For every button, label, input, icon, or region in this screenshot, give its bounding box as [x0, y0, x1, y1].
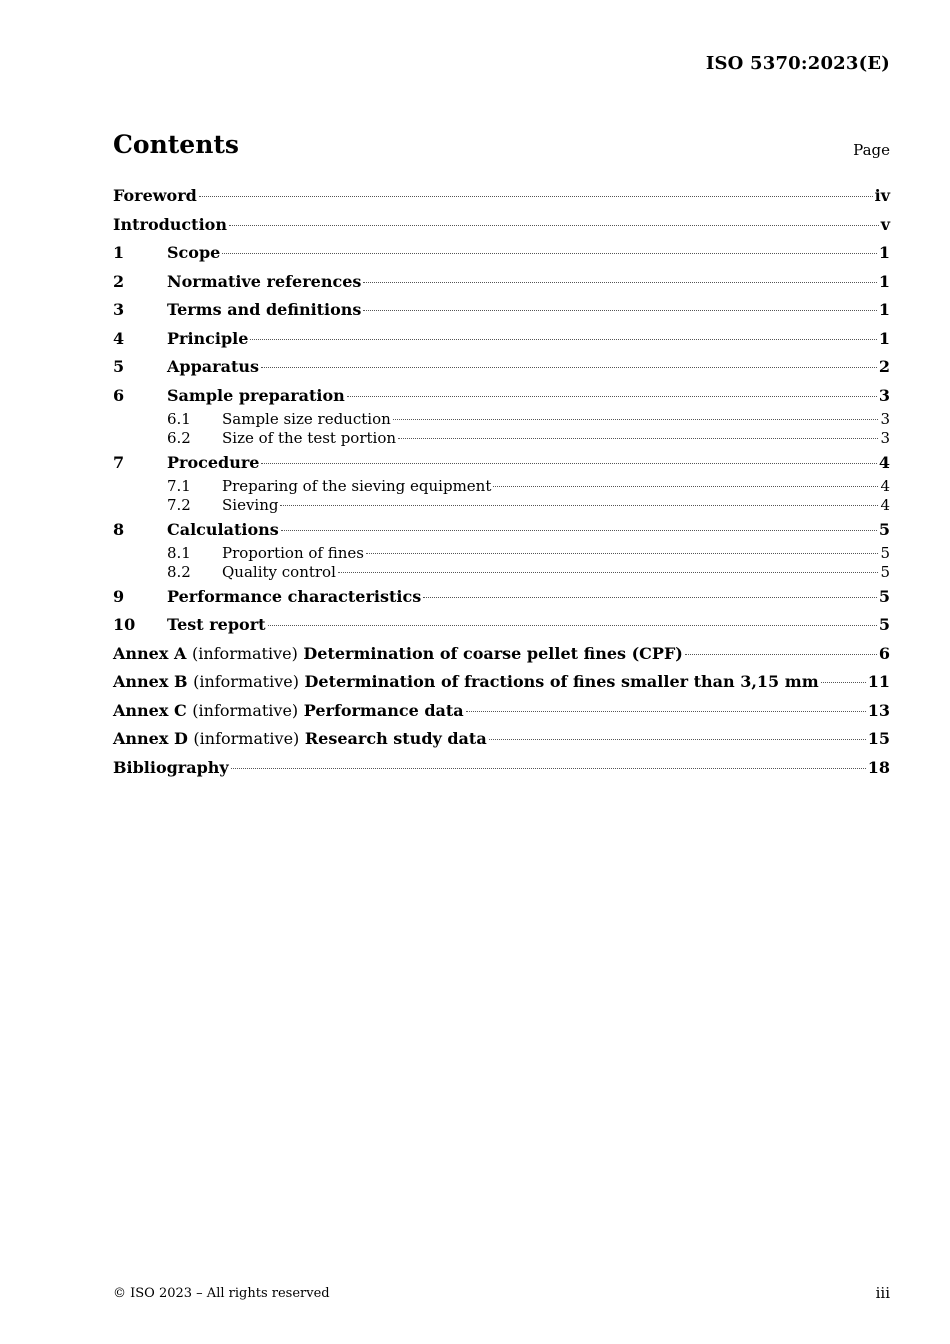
toc-entry-page: 15 [867, 729, 890, 749]
dot-leader [363, 282, 876, 283]
dot-leader [366, 553, 878, 554]
toc-entry-number: 10 [113, 615, 136, 635]
toc-entry[interactable] [113, 382, 890, 411]
dot-leader [493, 486, 878, 487]
copyright-notice: © ISO 2023 – All rights reserved [113, 1286, 330, 1301]
toc-entry[interactable] [113, 544, 890, 563]
toc-entry-page: 1 [878, 300, 890, 319]
annex-informative-note: (informative) [193, 729, 300, 749]
toc-entry-number: 7 [113, 452, 125, 472]
toc-entry[interactable] [113, 353, 890, 382]
toc-entry-title: Quality control [222, 563, 336, 582]
toc-entry-page: 6 [878, 643, 890, 663]
toc-entry-page: 5 [878, 586, 890, 606]
toc-entry-page: 1 [878, 243, 890, 262]
toc-entry-number: 6.1 [167, 410, 191, 428]
toc-entry-page: 4 [880, 496, 890, 515]
toc-entry-page: 1 [878, 271, 890, 291]
annex-label: Annex B [113, 672, 188, 692]
toc-entry-title: Performance data [303, 700, 464, 720]
toc-entry-number: 6 [113, 385, 125, 405]
toc-entry-title: Foreword [113, 186, 197, 205]
dot-leader [489, 739, 866, 740]
toc-entry[interactable] [113, 239, 890, 268]
toc-entry[interactable] [113, 268, 890, 297]
toc-entry-page: 13 [867, 700, 890, 720]
toc-entry-page: 4 [880, 477, 890, 496]
toc-entry-number: 3 [113, 300, 125, 319]
dot-leader [466, 711, 866, 712]
annex-informative-note: (informative) [193, 672, 299, 692]
page-number: iii [875, 1284, 890, 1302]
toc-entry-title: Principle [167, 328, 249, 348]
dot-leader [338, 572, 879, 573]
toc-entry[interactable] [113, 496, 890, 515]
toc-entry-page: 5 [880, 544, 890, 563]
toc-entry-title: Determination of coarse pellet fines (CPF) [303, 643, 683, 663]
dot-leader [423, 597, 877, 598]
toc-entry-title: Determination of fractions of fines smaller than 3,15 mm [304, 672, 819, 692]
toc-entry-number: 7.1 [167, 477, 191, 496]
toc-entry-page: 3 [878, 385, 890, 405]
toc-entry-page: 5 [878, 615, 890, 635]
dot-leader [685, 654, 877, 655]
toc-entry[interactable] [113, 563, 890, 582]
dot-leader [393, 419, 879, 420]
toc-entry-number: 8 [113, 519, 125, 539]
toc-entry-title: Test report [167, 615, 266, 635]
toc-entry-number: 4 [113, 328, 125, 348]
toc-entry[interactable] [113, 182, 890, 211]
toc-entry[interactable] [113, 477, 890, 496]
toc-entry-title: Calculations [167, 519, 279, 539]
toc-entry-page: 5 [880, 563, 890, 582]
dot-leader [229, 225, 879, 226]
toc-entry[interactable] [113, 449, 890, 478]
document-id: ISO 5370:2023(E) [705, 53, 890, 74]
dot-leader [231, 768, 866, 769]
dot-leader [363, 310, 876, 311]
toc-entry-number: 8.1 [167, 544, 191, 563]
dot-leader [268, 625, 877, 626]
dot-leader [199, 196, 873, 197]
toc-entry-title: Procedure [167, 452, 260, 472]
toc-entry[interactable] [113, 725, 890, 754]
toc-entry-title: Sieving [222, 496, 279, 515]
dot-leader [222, 253, 877, 254]
toc-entry-page: v [880, 214, 890, 234]
dot-leader [398, 438, 878, 439]
toc-entry[interactable] [113, 516, 890, 545]
dot-leader [281, 530, 877, 531]
annex-label: Annex D [113, 729, 188, 749]
page-column-label: Page [853, 141, 890, 159]
dot-leader [347, 396, 877, 397]
toc-entry-number: 6.2 [167, 429, 191, 448]
dot-leader [280, 505, 878, 506]
toc-entry-page: 5 [878, 519, 890, 539]
toc-entry-title: Sample size reduction [222, 410, 391, 428]
toc-entry-title: Scope [167, 243, 221, 262]
toc-entry-number: 8.2 [167, 563, 191, 582]
toc-entry-page: 11 [867, 672, 890, 692]
toc-entry-title: Performance characteristics [167, 586, 422, 606]
toc-entry[interactable] [113, 410, 890, 429]
toc-entry-title: Apparatus [167, 357, 259, 376]
toc-entry[interactable] [113, 211, 890, 240]
toc-entry-number: 9 [113, 586, 125, 606]
dot-leader [250, 339, 876, 340]
toc-entry-page: 18 [867, 757, 890, 777]
toc-entry-title: Bibliography [113, 757, 229, 777]
toc-entry[interactable] [113, 754, 890, 783]
toc-entry-page: 4 [878, 452, 890, 472]
annex-label: Annex A [113, 643, 187, 663]
toc-entry[interactable] [113, 429, 890, 448]
toc-entry-page: 3 [880, 429, 890, 448]
toc-entry-page: 1 [878, 328, 890, 348]
toc-entry[interactable] [113, 583, 890, 612]
dot-leader [261, 367, 877, 368]
table-of-contents [113, 182, 890, 782]
toc-entry-page: 3 [880, 410, 890, 428]
dot-leader [821, 682, 866, 683]
toc-entry-title: Normative references [167, 271, 362, 291]
toc-entry-number: 5 [113, 357, 125, 376]
toc-entry[interactable] [113, 325, 890, 354]
toc-entry-title: Introduction [113, 214, 227, 234]
toc-entry[interactable] [113, 296, 890, 325]
toc-entry-title: Size of the test portion [222, 429, 397, 448]
toc-entry-page: 2 [878, 357, 890, 376]
dot-leader [261, 463, 876, 464]
toc-entry[interactable] [113, 640, 890, 669]
toc-entry-number: 2 [113, 271, 125, 291]
toc-entry[interactable] [113, 611, 890, 640]
toc-entry[interactable] [113, 697, 890, 726]
toc-entry[interactable] [113, 668, 890, 697]
toc-entry-title: Preparing of the sieving equipment [222, 477, 492, 496]
toc-entry-page: iv [874, 186, 890, 205]
toc-entry-title: Research study data [304, 729, 487, 749]
contents-title: Contents [113, 130, 240, 159]
toc-entry-title: Sample preparation [167, 385, 345, 405]
toc-entry-title: Proportion of fines [222, 544, 364, 563]
toc-entry-number: 7.2 [167, 496, 191, 515]
annex-informative-note: (informative) [191, 643, 298, 663]
toc-entry-number: 1 [113, 243, 125, 262]
annex-informative-note: (informative) [192, 700, 299, 720]
toc-entry-title: Terms and definitions [167, 300, 362, 319]
annex-label: Annex C [113, 700, 187, 720]
